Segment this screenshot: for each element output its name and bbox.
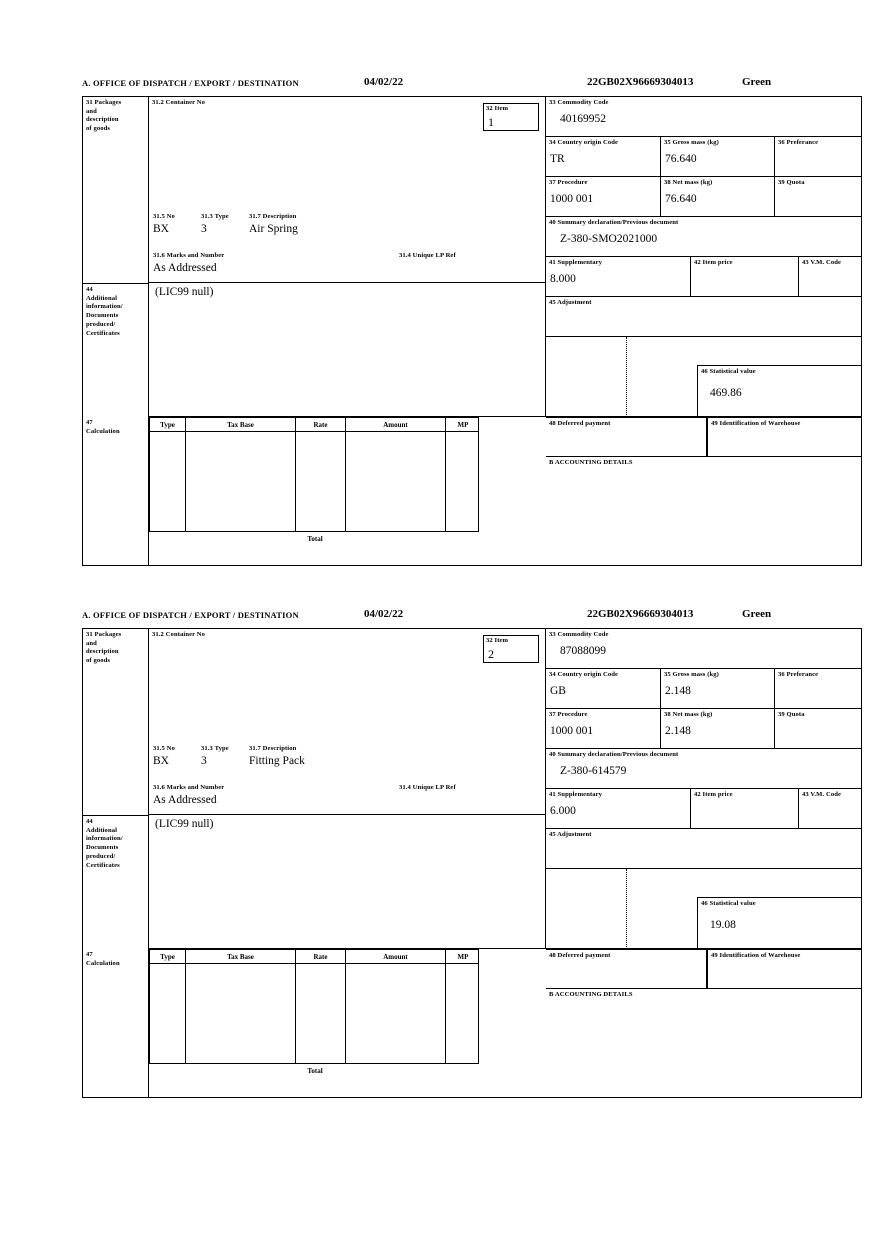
calc-total-label: Total — [307, 535, 323, 543]
box43-label: 43 V.M. Code — [802, 259, 842, 266]
box32-item — [483, 103, 539, 131]
declaration-grid-2 — [82, 628, 862, 1098]
lane-status-2: Green — [742, 608, 772, 620]
box37-label: 37 Procedure — [549, 179, 588, 186]
calc-header-row — [149, 417, 479, 432]
box32-value-2: 2 — [488, 647, 494, 661]
calc-col-rate: Rate — [296, 418, 346, 432]
box46-statistical-value — [697, 365, 861, 417]
box31-label-2-line-3: description — [86, 648, 119, 656]
box44-value: (LIC99 null) — [155, 286, 214, 298]
box32-label-2: 32 Item — [486, 637, 509, 644]
box44-label-2-line-1: 44 — [86, 818, 93, 825]
calc-total-label-2: Total — [307, 1067, 323, 1075]
sheet-header — [82, 78, 862, 94]
declaration-sheet-2 — [82, 610, 862, 1098]
box33-label: 33 Commodity Code — [549, 99, 609, 106]
unique-lp-ref-label-2: 31.4 Unique LP Ref — [399, 784, 456, 791]
box44-label-line-3: information/ — [86, 303, 123, 311]
box48-deferred-payment — [546, 417, 707, 457]
box47-label-2-line-2: Calculation — [86, 959, 120, 967]
boxB-accounting-details — [546, 457, 861, 565]
box32-label: 32 Item — [486, 105, 509, 112]
box31-label-2-line-4: of goods — [86, 657, 111, 665]
box38-label: 38 Net mass (kg) — [664, 179, 713, 186]
box47-label-2-line-1: 47 — [86, 951, 93, 958]
box38-net-mass-2 — [661, 709, 775, 749]
package-type-label-2: 31.3 Type — [201, 745, 229, 752]
calc-cell-amount-2 — [346, 964, 446, 1064]
calc-cell-type-2 — [150, 964, 186, 1064]
box37-procedure-2 — [546, 709, 661, 749]
goods-description-value: Air Spring — [249, 223, 298, 235]
box41-label-2: 41 Supplementary — [549, 791, 603, 798]
box44-label-2-line-6: Certificates — [86, 861, 120, 869]
box33-commodity-code — [546, 97, 861, 137]
container-no-label-2: 31.2 Container No — [152, 631, 206, 638]
mrn-number: 22GB02X96669304013 — [587, 76, 694, 88]
box44-label-line-4: Documents — [86, 312, 119, 320]
box48-deferred-payment-2 — [546, 949, 707, 989]
box40-label: 40 Summary declaration/Previous document — [549, 219, 679, 226]
box39-quota — [775, 177, 861, 217]
box46-label-2: 46 Statistical value — [701, 900, 756, 907]
calc-col-amount: Amount — [346, 418, 446, 432]
package-no-label: 31.5 No — [153, 213, 175, 220]
calc-cell-tax-base — [186, 432, 296, 532]
box44-content-2 — [149, 815, 546, 949]
box46-value: 469.86 — [710, 386, 742, 399]
box44-label-2-line-2: Additional — [86, 826, 118, 834]
box44-label-line-2: Additional — [86, 294, 118, 302]
box31-label-line-4: of goods — [86, 125, 111, 133]
box48-label-2: 48 Deferred payment — [549, 952, 611, 959]
box44-label-2 — [83, 815, 149, 949]
calc-cell-rate — [296, 432, 346, 532]
boxB-label-2: B ACCOUNTING DETAILS — [549, 991, 633, 998]
package-type-label: 31.3 Type — [201, 213, 229, 220]
declaration-grid — [82, 96, 862, 566]
box44-content — [149, 283, 546, 417]
calc-col-rate-2: Rate — [296, 950, 346, 964]
box44-label-2-line-5: produced/ — [86, 852, 116, 860]
box38-label-2: 38 Net mass (kg) — [664, 711, 713, 718]
calc-col-type-2: Type — [150, 950, 186, 964]
box37-label-2: 37 Procedure — [549, 711, 588, 718]
marks-and-number-value-2: As Addressed — [153, 794, 217, 806]
package-no-value: BX — [153, 223, 169, 235]
calc-body-2 — [149, 964, 479, 1064]
box44-label-2-line-3: information/ — [86, 835, 123, 843]
box47-calculation-table-2 — [149, 949, 546, 1097]
box34-value: TR — [550, 152, 565, 165]
box46-dotted-divider-2 — [626, 869, 627, 949]
box36-preference — [775, 137, 861, 177]
box43-vm-code-2 — [799, 789, 861, 829]
calc-cell-tax-base-2 — [186, 964, 296, 1064]
box47-label-line-1: 47 — [86, 419, 93, 426]
box44-label-2-line-4: Documents — [86, 844, 119, 852]
box40-label-2: 40 Summary declaration/Previous document — [549, 751, 679, 758]
box43-vm-code — [799, 257, 861, 297]
declaration-sheet-1 — [82, 78, 862, 566]
box44-label-line-1: 44 — [86, 286, 93, 293]
calc-body — [149, 432, 479, 532]
box33-commodity-code-2 — [546, 629, 861, 669]
box46-value-2: 19.08 — [710, 918, 736, 931]
box34-country-origin — [546, 137, 661, 177]
marks-and-number-label-2: 31.6 Marks and Number — [153, 784, 225, 791]
box35-value-2: 2.148 — [665, 684, 691, 697]
calc-col-mp-2: MP — [457, 953, 469, 961]
box38-value-2: 2.148 — [665, 724, 691, 737]
box31-label-line-2: and — [86, 107, 97, 115]
boxB-label: B ACCOUNTING DETAILS — [549, 459, 633, 466]
box37-value-2: 1000 001 — [550, 724, 594, 737]
goods-description-label: 31.7 Description — [249, 213, 297, 220]
calc-col-mp: MP — [457, 421, 469, 429]
box47-label-2 — [83, 949, 149, 1097]
box33-label-2: 33 Commodity Code — [549, 631, 609, 638]
declaration-date: 04/02/22 — [364, 76, 404, 88]
box35-gross-mass-2 — [661, 669, 775, 709]
calc-cell-mp — [446, 432, 479, 532]
package-type-value-2: 3 — [201, 755, 207, 767]
box46-area — [546, 337, 861, 417]
box38-value: 76.640 — [665, 192, 697, 205]
box42-label-2: 42 Item price — [694, 791, 733, 798]
box41-supplementary — [546, 257, 691, 297]
declaration-date-2: 04/02/22 — [364, 608, 404, 620]
box34-value-2: GB — [550, 684, 566, 697]
calc-header-row-2 — [149, 949, 479, 964]
box45-adjustment-2 — [546, 829, 861, 869]
box43-label-2: 43 V.M. Code — [802, 791, 842, 798]
calc-cell-type — [150, 432, 186, 532]
box42-item-price-2 — [691, 789, 799, 829]
box38-net-mass — [661, 177, 775, 217]
calc-col-tax-base-2: Tax Base — [186, 950, 296, 964]
box33-value-2: 87088099 — [560, 644, 606, 657]
marks-and-number-value: As Addressed — [153, 262, 217, 274]
box34-label-2: 34 Country origin Code — [549, 671, 619, 678]
package-type-value: 3 — [201, 223, 207, 235]
box46-area-2 — [546, 869, 861, 949]
box39-label: 39 Quota — [778, 179, 805, 186]
calc-col-amount-2: Amount — [346, 950, 446, 964]
package-no-value-2: BX — [153, 755, 169, 767]
box32-item-2 — [483, 635, 539, 663]
box40-value-2: Z-380-614579 — [560, 764, 627, 777]
calc-cell-amount — [346, 432, 446, 532]
lane-status: Green — [742, 76, 772, 88]
box46-label: 46 Statistical value — [701, 368, 756, 375]
box49-warehouse-identification-2 — [707, 949, 861, 989]
box31-label-2-line-2: and — [86, 639, 97, 647]
box35-label: 35 Gross mass (kg) — [664, 139, 719, 146]
box33-value: 40169952 — [560, 112, 606, 125]
box45-adjustment — [546, 297, 861, 337]
calc-cell-mp-2 — [446, 964, 479, 1064]
goods-description-value-2: Fitting Pack — [249, 755, 305, 767]
container-no-label: 31.2 Container No — [152, 99, 206, 106]
box37-value: 1000 001 — [550, 192, 594, 205]
mrn-number-2: 22GB02X96669304013 — [587, 608, 694, 620]
box46-statistical-value-2 — [697, 897, 861, 949]
box48-label: 48 Deferred payment — [549, 420, 611, 427]
box37-procedure — [546, 177, 661, 217]
box42-item-price — [691, 257, 799, 297]
box40-value: Z-380-SMO2021000 — [560, 232, 658, 245]
calc-cell-rate-2 — [296, 964, 346, 1064]
box36-label-2: 36 Preferance — [778, 671, 819, 678]
box34-label: 34 Country origin Code — [549, 139, 619, 146]
unique-lp-ref-label: 31.4 Unique LP Ref — [399, 252, 456, 259]
box44-value-2: (LIC99 null) — [155, 818, 214, 830]
box41-label: 41 Supplementary — [549, 259, 603, 266]
box44-label — [83, 283, 149, 417]
box36-label: 36 Preferance — [778, 139, 819, 146]
box35-gross-mass — [661, 137, 775, 177]
box31-label-2-line-1: 31 Packages — [86, 631, 122, 638]
box35-value: 76.640 — [665, 152, 697, 165]
calc-col-type: Type — [150, 418, 186, 432]
box35-label-2: 35 Gross mass (kg) — [664, 671, 719, 678]
box31-label-line-3: description — [86, 116, 119, 124]
box36-preference-2 — [775, 669, 861, 709]
box47-calculation-table — [149, 417, 546, 565]
box46-dotted-divider — [626, 337, 627, 417]
box41-supplementary-2 — [546, 789, 691, 829]
boxB-accounting-details-2 — [546, 989, 861, 1097]
office-of-dispatch-label: A. OFFICE OF DISPATCH / EXPORT / DESTINATION — [82, 78, 299, 88]
box44-label-line-5: produced/ — [86, 320, 116, 328]
box47-label — [83, 417, 149, 565]
marks-and-number-label: 31.6 Marks and Number — [153, 252, 225, 259]
box45-label: 45 Adjustment — [549, 299, 592, 306]
box49-label-2: 49 Identification of Warehouse — [711, 952, 801, 959]
box41-value: 8.000 — [550, 272, 576, 285]
box44-label-line-6: Certificates — [86, 329, 120, 337]
box49-warehouse-identification — [707, 417, 861, 457]
box45-label-2: 45 Adjustment — [549, 831, 592, 838]
sheet-header-2 — [82, 610, 862, 626]
goods-description-label-2: 31.7 Description — [249, 745, 297, 752]
package-no-label-2: 31.5 No — [153, 745, 175, 752]
box31-label-2 — [83, 629, 149, 815]
box31-label — [83, 97, 149, 283]
box34-country-origin-2 — [546, 669, 661, 709]
box41-value-2: 6.000 — [550, 804, 576, 817]
box49-label: 49 Identification of Warehouse — [711, 420, 801, 427]
box42-label: 42 Item price — [694, 259, 733, 266]
box39-quota-2 — [775, 709, 861, 749]
calc-col-tax-base: Tax Base — [186, 418, 296, 432]
box32-value: 1 — [488, 115, 494, 129]
box39-label-2: 39 Quota — [778, 711, 805, 718]
box31-label-line-1: 31 Packages — [86, 99, 122, 106]
box40-summary-declaration-2 — [546, 749, 861, 789]
box40-summary-declaration — [546, 217, 861, 257]
office-of-dispatch-label-2: A. OFFICE OF DISPATCH / EXPORT / DESTINATION — [82, 610, 299, 620]
box47-label-line-2: Calculation — [86, 427, 120, 435]
